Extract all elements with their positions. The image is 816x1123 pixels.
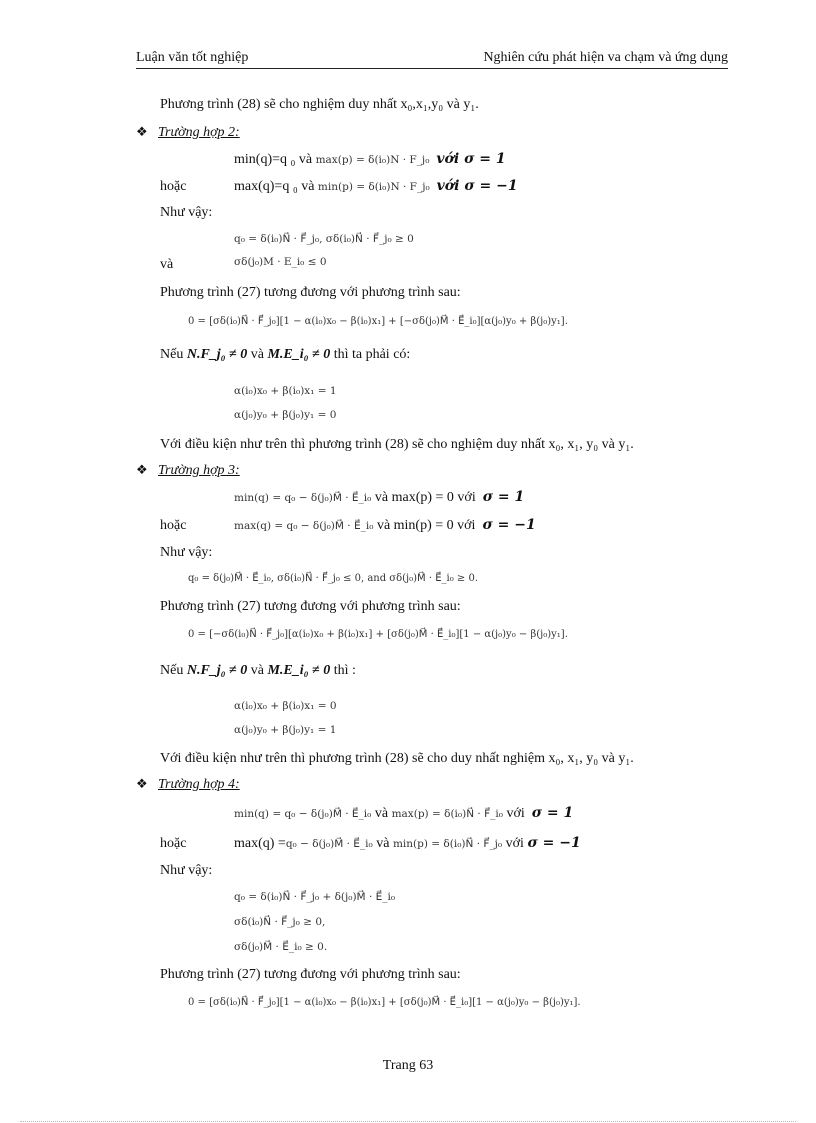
paragraph: Phương trình (27) tương đương với phương trình sau: xyxy=(160,967,461,982)
equation: 0 = [σδ(i₀)N⃗ · F⃗_j₀][1 − α(i₀)x₀ − β(i₀)x₁] + [−σδ(j₀)M⃗ · E⃗_i₀][α(j₀)y₀ + β(j₀)y₁]. xyxy=(188,316,568,327)
paragraph: Với điều kiện như trên thì phương trình (28) sẽ cho duy nhất nghiệm x₀, x₁, y₀ và y₁. xyxy=(160,751,634,766)
equation: σδ(j₀)M · E_i₀ ≤ 0 xyxy=(234,256,327,268)
condition-line: min(q)=q ₀ và max(p) = δ(i₀)N · F_j₀ với σ = 1 xyxy=(234,151,506,167)
condition-line: min(q) = q₀ − δ(j₀)M⃗ · E⃗_i₀ và max(p) = 0 với σ = 1 xyxy=(234,489,525,505)
page-header xyxy=(136,50,728,69)
paragraph: Phương trình (27) tương đương với phương trình sau: xyxy=(160,285,461,300)
equation: σδ(j₀)M⃗ · E⃗_i₀ ≥ 0. xyxy=(234,941,328,953)
case-heading: ❖ Trường hợp 4: xyxy=(136,777,240,792)
header-left: Luận văn tốt nghiệp xyxy=(136,50,249,65)
equation: q₀ = δ(i₀)N⃗ · F⃗_j₀, σδ(i₀)N⃗ · F⃗_j₀ ≥ 0 xyxy=(234,233,414,245)
case-heading: ❖ Trường hợp 2: xyxy=(136,125,240,140)
diamond-bullet-icon: ❖ xyxy=(136,463,148,478)
connector: và xyxy=(160,257,174,272)
header-right: Nghiên cứu phát hiện va chạm và ứng dụng xyxy=(483,50,728,65)
condition-line: min(q) = q₀ − δ(j₀)M⃗ · E⃗_i₀ và max(p) = δ(i₀)N⃗ · F⃗_i₀ với σ = 1 xyxy=(234,805,574,821)
paragraph: Với điều kiện như trên thì phương trình (28) sẽ cho nghiệm duy nhất x₀, x₁, y₀ và y₁. xyxy=(160,437,634,452)
condition-line: hoặc max(q) = q₀ − δ(j₀)M⃗ · E⃗_i₀ và min(p) = 0 với σ = −1 xyxy=(160,517,536,533)
diamond-bullet-icon: ❖ xyxy=(136,125,148,140)
equation: α(i₀)x₀ + β(i₀)x₁ = 0 xyxy=(234,700,337,712)
paragraph: Như vậy: xyxy=(160,545,213,560)
condition-line: Nếu N.F_j₀ ≠ 0 và M.E_i₀ ≠ 0 thì : xyxy=(160,663,356,678)
paragraph: Phương trình (28) sẽ cho nghiệm duy nhất x₀,x₁,y₀ và y₁. xyxy=(160,97,479,112)
equation: q₀ = δ(i₀)N⃗ · F⃗_j₀ + δ(j₀)M⃗ · E⃗_i₀ xyxy=(234,891,396,903)
paragraph: Như vậy: xyxy=(160,205,213,220)
paragraph: Phương trình (27) tương đương với phương trình sau: xyxy=(160,599,461,614)
diamond-bullet-icon: ❖ xyxy=(136,777,148,792)
case-heading: ❖ Trường hợp 3: xyxy=(136,463,240,478)
paragraph: Như vậy: xyxy=(160,863,213,878)
equation: α(j₀)y₀ + β(j₀)y₁ = 0 xyxy=(234,409,337,421)
equation: 0 = [σδ(i₀)N⃗ · F⃗_j₀][1 − α(i₀)x₀ − β(i₀)x₁] + [σδ(j₀)M⃗ · E⃗_i₀][1 − α(j₀)y₀ − β(j₀)y₁]. xyxy=(188,997,581,1008)
equation: α(i₀)x₀ + β(i₀)x₁ = 1 xyxy=(234,385,337,397)
equation: 0 = [−σδ(i₀)N⃗ · F⃗_j₀][α(i₀)x₀ + β(i₀)x₁] + [σδ(j₀)M⃗ · E⃗_i₀][1 − α(j₀)y₀ − β(j₀)y₁]. xyxy=(188,629,568,640)
equation: σδ(i₀)N⃗ · F⃗_j₀ ≥ 0, xyxy=(234,916,326,928)
page-divider xyxy=(20,1121,796,1122)
equation: α(j₀)y₀ + β(j₀)y₁ = 1 xyxy=(234,724,337,736)
equation: q₀ = δ(j₀)M⃗ · E⃗_i₀, σδ(i₀)N⃗ · F⃗_j₀ ≤ 0, and σδ(j₀)M⃗ · E⃗_i₀ ≥ 0. xyxy=(188,573,479,584)
page-number: Trang 63 xyxy=(382,1058,434,1073)
condition-line: hoặc max(q)=q ₀ và min(p) = δ(i₀)N · F_j₀ với σ = −1 xyxy=(160,178,518,194)
condition-line: hoặc max(q) =q₀ − δ(j₀)M⃗ · E⃗_i₀ và min(p) = δ(i₀)N⃗ · F⃗_j₀ với σ = −1 xyxy=(160,835,581,851)
condition-line: Nếu N.F_j₀ ≠ 0 và M.E_i₀ ≠ 0 thì ta phải có: xyxy=(160,347,411,362)
